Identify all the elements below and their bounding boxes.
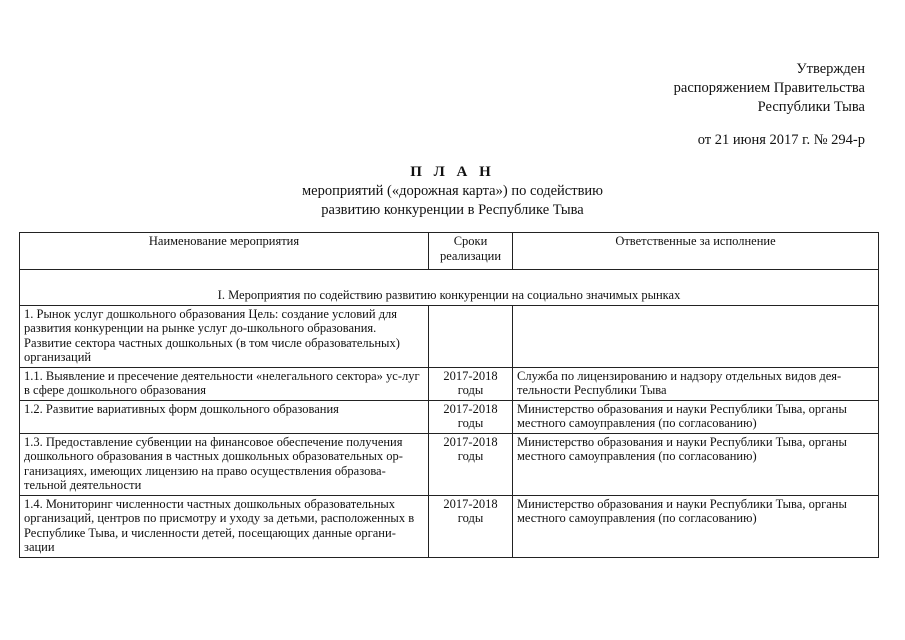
header-name: Наименование мероприятия [20, 233, 429, 270]
table-row [20, 367, 879, 400]
row-resp [513, 305, 879, 367]
row-resp: Министерство образования и науки Республики Тыва, органы местного самоуправления (по согласованию) [513, 400, 879, 433]
document-subtitle-line2: развитию конкуренции в Республике Тыва [321, 202, 584, 218]
row-term: 2017-2018 годы [429, 495, 513, 557]
row-name: 1.3. Предоставление субвенции на финансовое обеспечение получения дошкольного образования в частных дошкольных образовательных ор-ганизациях, имеющих лицензию на право осуществления образова-тельной деятельности [20, 433, 429, 495]
row-term: 2017-2018 годы [429, 367, 513, 400]
row-term: 2017-2018 годы [429, 433, 513, 495]
table-row [20, 305, 879, 367]
row-term: 2017-2018 годы [429, 400, 513, 433]
table-row [20, 433, 879, 495]
row-resp: Министерство образования и науки Республики Тыва, органы местного самоуправления (по согласованию) [513, 433, 879, 495]
table-header-row [20, 233, 879, 270]
table-row [20, 400, 879, 433]
document-subtitle-line1: мероприятий («дорожная карта») по содействию [301, 183, 604, 199]
approval-date: от 21 июня 2017 г. № 294-р [697, 132, 865, 148]
section-row [20, 270, 879, 306]
row-name: 1.4. Мониторинг численности частных дошкольных образовательных организаций, центров по присмотру и уходу за детьми, расположенных в Республике Тыва, и численности детей, посещающих данные органи-зации [20, 495, 429, 557]
approval-line-order: распоряжением Правительства [673, 80, 865, 96]
document-title: П Л А Н [410, 164, 495, 180]
row-resp: Служба по лицензированию и надзору отдельных видов дея-тельности Республики Тыва [513, 367, 879, 400]
row-name: 1.2. Развитие вариативных форм дошкольного образования [20, 400, 429, 433]
row-name: 1.1. Выявление и пресечение деятельности «нелегального сектора» ус-луг в сфере дошкольного образования [20, 367, 429, 400]
header-resp: Ответственные за исполнение [513, 233, 879, 270]
row-resp: Министерство образования и науки Республики Тыва, органы местного самоуправления (по согласованию) [513, 495, 879, 557]
row-term [429, 305, 513, 367]
document-heading [0, 163, 905, 220]
header-term: Сроки реализации [429, 233, 513, 270]
plan-table [19, 232, 879, 558]
approval-stamp [674, 60, 865, 150]
table-row [20, 495, 879, 557]
row-name: 1. Рынок услуг дошкольного образования Цель: создание условий для развития конкуренции на рынке услуг до-школьного образования. Развитие сектора частных дошкольных (в том числе образовательных) организаций [20, 305, 429, 367]
approval-line-republic: Республики Тыва [757, 99, 865, 115]
approval-line-approved: Утвержден [796, 61, 865, 77]
section-title: I. Мероприятия по содействию развитию конкуренции на социально значимых рынках [20, 270, 879, 306]
